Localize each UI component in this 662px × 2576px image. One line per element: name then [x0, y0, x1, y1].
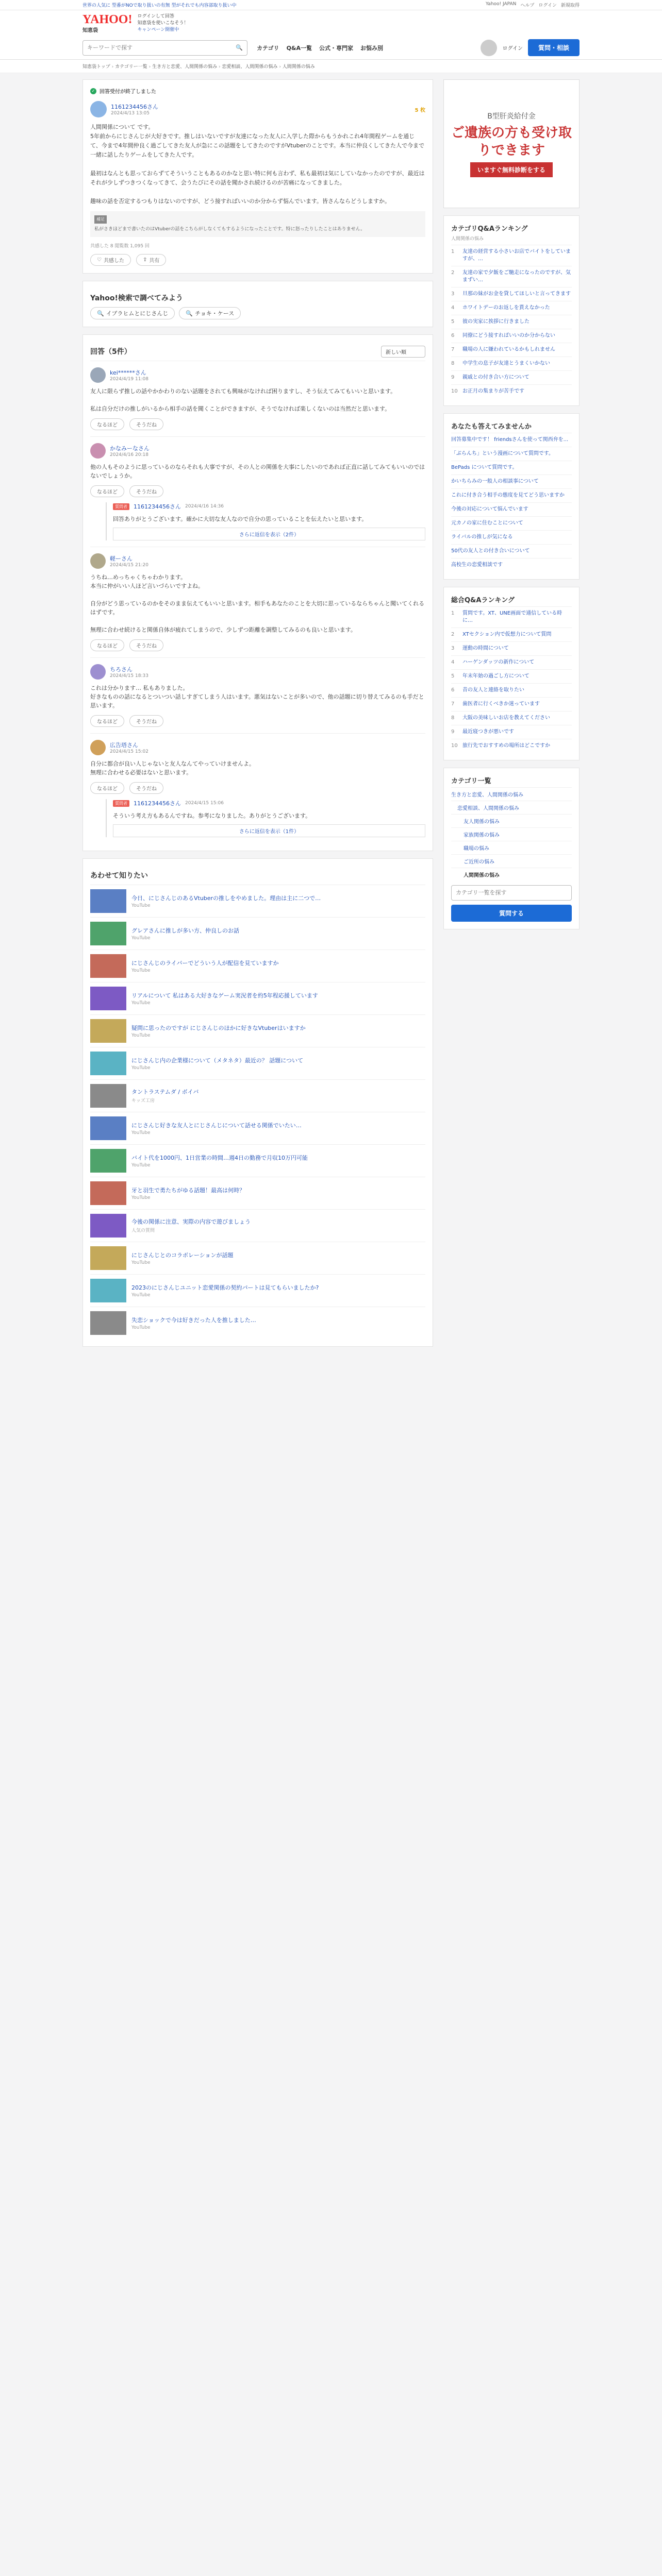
- answer-user-name[interactable]: かなみーなさん: [110, 445, 150, 452]
- questioner-badge: 質問者: [113, 503, 129, 510]
- reply-text: 回答ありがとうございます。確かに大切な友人なので自分の思っていることを伝えたいと思います。: [113, 516, 368, 522]
- helpful-button[interactable]: なるほど: [90, 782, 124, 794]
- recommend-title: バイト代を1000円、1日営業の時間…週4日の勤務で月収10万円可能: [131, 1154, 308, 1161]
- answer-user-name[interactable]: 軽ーさん: [110, 555, 133, 562]
- thumbnail: [90, 1149, 126, 1173]
- search-row: [0, 36, 662, 60]
- search-icon[interactable]: 🔍: [236, 44, 243, 51]
- answer-item: [90, 657, 425, 733]
- nav-official[interactable]: 公式・専門家: [319, 44, 354, 52]
- search-icon: 🔍: [186, 310, 193, 317]
- recommend-title: 失恋ショックで今は好きだった人を推しました…: [131, 1316, 256, 1324]
- supplement-tag: 補足: [94, 215, 107, 224]
- recommend-source: YouTube: [131, 1130, 151, 1136]
- recommend-item[interactable]: [90, 1112, 425, 1144]
- recommend-item[interactable]: [90, 1209, 425, 1242]
- breadcrumb-item[interactable]: › 生き方と恋愛、人間関係の悩み: [149, 64, 217, 70]
- nav-qa-list[interactable]: Q&A一覧: [286, 44, 312, 52]
- ranking-title: カテゴリQ&Aランキング: [451, 225, 528, 233]
- top-notice[interactable]: 世界の人気に 型番がNOで取り扱いの有無 型がそれでも内容部取り扱い中: [82, 3, 237, 8]
- thumbnail: [90, 1019, 126, 1043]
- category-ask-button[interactable]: 質問する: [451, 905, 572, 922]
- search-icon: 🔍: [97, 310, 104, 317]
- site-header: [0, 10, 662, 36]
- avatar[interactable]: [90, 740, 106, 755]
- category-ranking: [443, 215, 580, 406]
- more-replies-button[interactable]: さらに返信を表示（1件）: [113, 824, 425, 837]
- search-box[interactable]: [82, 40, 247, 56]
- breadcrumb-item[interactable]: › 人間関係の悩み: [279, 64, 315, 70]
- ranking-item[interactable]: 4 ホワイトデーのお返しを貰えなかった: [451, 301, 572, 315]
- ranking-item[interactable]: 3 旦那の妹がお金を貸してほしいと言ってきます: [451, 287, 572, 301]
- like-button[interactable]: ♡ 共感した: [90, 254, 131, 266]
- helpful-button[interactable]: なるほど: [90, 418, 124, 430]
- ranking-item[interactable]: 2 友達の家で夕飯をご馳走になったのですが、気まずい…: [451, 266, 572, 287]
- breadcrumb-item[interactable]: › 恋愛相談、人間関係の悩み: [219, 64, 277, 70]
- recommend-source: YouTube: [131, 1000, 151, 1006]
- ranking-item[interactable]: 7 職場の人に嫌われているかもしれません: [451, 343, 572, 357]
- main-nav: [257, 44, 383, 52]
- invite-item[interactable]: 50代の友人との付き合いについて: [451, 544, 572, 558]
- related-tag[interactable]: 🔍 イブラヒムとにじさんじ: [90, 307, 175, 319]
- answer-reply: [106, 502, 425, 540]
- recommend-source: YouTube: [131, 1195, 151, 1200]
- recommend-title: 今日、にじさんじのあるVtuberの推しをやめました。理由は主に二つで…: [131, 894, 321, 902]
- answer-text: うちね…めっちゃくちゃわかります。 本当に仲がいい人ほど言いづらいですよね。 自分がどう思っているのかをそのまま伝えてもいいと思います。相手もあなたのことを大切に思っているならちゃんと聞いてくれるはずです。 無理に合わせ続けると関係自体が疲れてしまうので、少しずつ距離を調整してみるのも良いと思います。: [90, 574, 425, 633]
- invite-item[interactable]: ライバルの推しが気になる: [451, 530, 572, 544]
- ask-question-button[interactable]: 質問・相談: [528, 39, 580, 56]
- ranking-item[interactable]: 1 友達の経営する小さいお店でバイトをしていますが、…: [451, 245, 572, 266]
- agree-button[interactable]: そうだね: [129, 418, 163, 430]
- answer-reply: [106, 799, 425, 837]
- category-item[interactable]: 人間関係の悩み: [451, 868, 572, 881]
- category-item[interactable]: 生き方と恋愛、人間関係の悩み: [451, 787, 572, 801]
- recommend-source: 人気の質問: [131, 1228, 155, 1233]
- thumbnail: [90, 987, 126, 1010]
- category-search[interactable]: [451, 885, 572, 901]
- thumbnail: [90, 1246, 126, 1270]
- ranking-item[interactable]: 9 最近寝つきが悪いです: [451, 725, 572, 739]
- top-link-yahoo[interactable]: Yahoo! JAPAN: [486, 2, 517, 7]
- recommend-title: 疑問に思ったのですが にじさんじのほかに好きなVtuberはいますか: [131, 1024, 306, 1031]
- invite-item[interactable]: 回答募集中です！ friendsさんを使って関西弁を...: [451, 433, 572, 447]
- site-logo[interactable]: YAHOO! 知恵袋: [82, 12, 133, 33]
- ranking-item[interactable]: 10 旅行先でおすすめの場所はどこですか: [451, 739, 572, 753]
- ad-headline: ご遺族の方も受け取りできます: [451, 125, 572, 158]
- question-card: [82, 79, 433, 274]
- recommend-source: YouTube: [131, 1162, 151, 1168]
- category-item[interactable]: 友人関係の悩み: [451, 814, 572, 827]
- recommend-title: にじさんじ内の企業様について（メタネタ）最近の？ 話題について: [131, 1057, 304, 1064]
- check-icon: ✓: [90, 88, 96, 94]
- ranking-item[interactable]: 6 同僚にどう接すればいいのか分からない: [451, 329, 572, 343]
- recommend-source: YouTube: [131, 968, 151, 973]
- overall-title: 総合Q&Aランキング: [451, 597, 515, 604]
- ad-heading: B型肝炎給付金: [487, 112, 536, 121]
- ranking-item[interactable]: 7 歯医者に行くべきか迷っています: [451, 697, 572, 711]
- recommend-source: YouTube: [131, 935, 151, 941]
- ad-banner[interactable]: [443, 79, 580, 208]
- question-date: 2024/4/13 13:05: [111, 111, 150, 116]
- recommend-source: YouTube: [131, 903, 151, 908]
- reply-user-name[interactable]: 1161234456さん: [134, 503, 181, 510]
- answer-date: 2024/4/15 21:20: [110, 563, 148, 568]
- reply-date: 2024/4/15 15:06: [185, 801, 224, 806]
- answer-item: [90, 733, 425, 843]
- ranking-item[interactable]: 5 彼の実家に挨拶に行きました: [451, 315, 572, 329]
- share-icon: ⇪: [142, 257, 147, 263]
- category-search-input[interactable]: [456, 890, 567, 896]
- recommend-title: 牙と羽生で勇たちがゆる話題！最高は何時？: [131, 1187, 245, 1194]
- thumbnail: [90, 1181, 126, 1205]
- recommend-item[interactable]: [90, 1079, 425, 1112]
- thumbnail: [90, 922, 126, 945]
- thumbnail: [90, 1311, 126, 1335]
- recommend-source: YouTube: [131, 1292, 151, 1298]
- avatar[interactable]: [90, 443, 106, 459]
- share-button[interactable]: ⇪ 共有: [136, 254, 166, 266]
- ranking-item[interactable]: 6 昔の友人と連絡を取りたい: [451, 683, 572, 697]
- answer-user-name[interactable]: kei******さん: [110, 369, 146, 376]
- agree-button[interactable]: そうだね: [129, 715, 163, 727]
- related-search: [82, 281, 433, 327]
- user-name[interactable]: ログイン: [502, 46, 523, 52]
- invite-item[interactable]: 今後の対応について悩んでいます: [451, 502, 572, 516]
- avatar[interactable]: [90, 664, 106, 680]
- recommend-item[interactable]: [90, 1242, 425, 1274]
- recommend-item[interactable]: [90, 950, 425, 982]
- recommend-title: あわせて知りたい: [90, 872, 148, 880]
- recommend-item[interactable]: [90, 1014, 425, 1047]
- related-title: Yahoo!検索で調べてみよう: [90, 294, 183, 302]
- user-avatar[interactable]: [481, 40, 497, 56]
- ranking-item[interactable]: 2 XTセクション内で仮想力について質問: [451, 628, 572, 641]
- agree-button[interactable]: そうだね: [129, 485, 163, 497]
- recommend-item[interactable]: [90, 1274, 425, 1307]
- invite-item[interactable]: これに付き合う相手の態度を見てどう思いますか: [451, 488, 572, 502]
- recommend-title: 今後の関係に注意、実際の内容で遊びましょう: [131, 1218, 251, 1225]
- header-links: ログインして回答 知恵袋を使いこなそう！ キャンペーン開催中: [137, 13, 189, 32]
- ad-cta-button[interactable]: いますぐ無料診断をする: [470, 162, 553, 177]
- nav-category[interactable]: カテゴリ: [257, 44, 279, 52]
- recommend-item[interactable]: [90, 1177, 425, 1209]
- question-body: 人間関係について です。 5年前からにじさんじが大好きです。推しはいないですが友達になった友人に入学した際からもうかれこれ4年間程ゲームを通じて、今まで4年間仲良く過ごしてきた友人が急にこの話題をしてきたのですがVtuberのことです。本当に仲良くしてきた人で今まで一緒に話したりゲームをしてきた人です。 最初はなんとも思っておらずてそういうこともあるのかなと思い特に何も言わず、私も最初は気にしていなかったのですが、最近はそれが少しずつきつくなってきて、会うたびにその話を聞かされ続けるのが苦痛になってきました。 趣味の話を否定するつもりはないのですが、どう接すればいいのか分からず悩んでいます。皆さんならどうしますか。: [90, 124, 425, 205]
- category-item[interactable]: 家族関係の悩み: [451, 827, 572, 841]
- question-supplement: 補足 私がさきほどまで書いたのはVtuberの話をこちらがしなくてもするようになったことです。特に怒ったりしたことはありません。: [90, 211, 425, 237]
- thumbnail: [90, 889, 126, 913]
- answer-text: これは分かります… 私もありました。 好きなものの話になるとついつい話しすぎてしまう人はいます。悪気はないことが多いので、他の話題に切り替えてみるのも手だと思います。: [90, 685, 424, 709]
- ranking-item[interactable]: 8 大阪の美味しいお店を教えてください: [451, 711, 572, 725]
- category-item[interactable]: 職場の悩み: [451, 841, 572, 854]
- recommend-item[interactable]: [90, 1047, 425, 1079]
- avatar[interactable]: [90, 101, 107, 117]
- invite-title: あなたも答えてみませんか: [451, 423, 532, 431]
- nav-worries[interactable]: お悩み別: [360, 44, 384, 52]
- recommend-item[interactable]: [90, 982, 425, 1014]
- answer-text: 友人に限らず推しの話やかかわりのない話題をされても興味がなければ困りますし、そう伝えてみてもいいと思います。 私は自分だけの推しがいるから相手の話を聞くことができますが、そうでなければ楽しくないのは当然だと思います。: [90, 388, 396, 412]
- category-title: カテゴリ一覧: [451, 777, 491, 785]
- answers-title: 回答（5件）: [90, 348, 131, 356]
- question-meta: 共感した 8 閲覧数 1,095 回: [90, 244, 150, 249]
- thumbnail: [90, 1052, 126, 1075]
- recommend-source: YouTube: [131, 1032, 151, 1038]
- coin-badge: 5 枚: [415, 107, 425, 113]
- sort-select[interactable]: 新しい順: [381, 346, 425, 358]
- breadcrumb: [0, 60, 662, 73]
- reply-user-name[interactable]: 1161234456さん: [134, 800, 181, 807]
- answer-date: 2024/4/15 18:33: [110, 673, 148, 679]
- more-replies-button[interactable]: さらに返信を表示（2件）: [113, 528, 425, 540]
- reply-text: そういう考え方もあるんですね。参考になりました。ありがとうございます。: [113, 812, 311, 819]
- helpful-button[interactable]: なるほど: [90, 485, 124, 497]
- recommend-source: YouTube: [131, 1260, 151, 1265]
- invite-item[interactable]: 元カノの家に住むことについて: [451, 516, 572, 530]
- recommend-title: グレアさんに推しが多い方、仲良しのお話: [131, 927, 239, 934]
- ranking-item[interactable]: 5 年末年始の過ごし方について: [451, 669, 572, 683]
- ranking-item[interactable]: 9 親戚との付き合い方について: [451, 370, 572, 384]
- invite-item[interactable]: 「ぶらんち」という漫画について質問です。: [451, 447, 572, 461]
- invite-item[interactable]: BePads について質問です。: [451, 461, 572, 474]
- heart-icon: ♡: [97, 257, 102, 263]
- agree-button[interactable]: そうだね: [129, 639, 163, 651]
- thumbnail: [90, 1214, 126, 1238]
- helpful-button[interactable]: なるほど: [90, 715, 124, 727]
- recommend-source: YouTube: [131, 1065, 151, 1071]
- answer-invite: [443, 413, 580, 580]
- recommend-item[interactable]: [90, 885, 425, 917]
- thumbnail: [90, 1084, 126, 1108]
- invite-item[interactable]: かいちらみの一般人の相談事について: [451, 474, 572, 488]
- answer-text: 自分に都合が良い人じゃないと友人なんてやっていけませんよ。 無理に合わせる必要はないと思います。: [90, 760, 255, 776]
- agree-button[interactable]: そうだね: [129, 782, 163, 794]
- answer-date: 2024/4/15 15:02: [110, 749, 148, 754]
- avatar[interactable]: [90, 553, 106, 569]
- answer-user-name[interactable]: 広告塔さん: [110, 742, 138, 749]
- thumbnail: [90, 1116, 126, 1140]
- recommend-title: にじさんじ好きな友人とにじさんじについて話せる関係でいたい…: [131, 1122, 302, 1129]
- top-strip: [0, 0, 662, 10]
- recommend-title: にじさんじとのコラボレーションが話題: [131, 1251, 234, 1259]
- recommend-title: タントラステムダ / ボイバ: [131, 1089, 199, 1095]
- recommend-title: 2023のにじさんじユニット恋愛関係の契約パートは見てもらいましたか?: [131, 1284, 319, 1291]
- answer-item: [90, 436, 425, 547]
- answer-user-name[interactable]: ちろさん: [110, 666, 133, 673]
- recommend-item[interactable]: [90, 1307, 425, 1339]
- category-item[interactable]: ご近所の悩み: [451, 854, 572, 868]
- thumbnail: [90, 954, 126, 978]
- answer-item: [90, 547, 425, 657]
- breadcrumb-item[interactable]: › カテゴリー一覧: [112, 64, 147, 70]
- helpful-button[interactable]: なるほど: [90, 639, 124, 651]
- recommend-source: YouTube: [131, 1325, 151, 1330]
- avatar[interactable]: [90, 367, 106, 383]
- answer-text: 他の人もそのように思っているのならそれも大事ですが、その人との関係を大事にしたいのであれば正直に話してみてもいいのではないでしょうか。: [90, 464, 425, 479]
- top-link-login[interactable]: ログイン: [538, 3, 557, 8]
- sidebar: [443, 79, 580, 1354]
- recommend-title: リアルについて 私はある大好きなゲーム実況者を約5年程応援しています: [131, 992, 318, 999]
- category-list: [443, 768, 580, 929]
- ranking-item[interactable]: 1 質問です。XT、UNE画面で通信している時に…: [451, 606, 572, 628]
- reply-date: 2024/4/16 14:36: [185, 504, 224, 509]
- recommend-source: キッズ工房: [131, 1098, 155, 1104]
- related-tag[interactable]: 🔍 チョキ・ケース: [179, 307, 241, 319]
- ranking-item[interactable]: 8 中学生の息子が友達とうまくいかない: [451, 357, 572, 370]
- overall-ranking: [443, 587, 580, 760]
- top-link-help[interactable]: ヘルプ: [520, 3, 535, 8]
- ranking-subtitle: 人間関係の悩み: [451, 236, 484, 242]
- question-author: [90, 101, 425, 117]
- invite-item[interactable]: 高校生の恋愛相談です: [451, 558, 572, 572]
- breadcrumb-item[interactable]: 知恵袋トップ: [82, 64, 110, 70]
- ranking-item[interactable]: 10 お正月の集まりが苦手です: [451, 384, 572, 398]
- ranking-item[interactable]: 3 運動の時間について: [451, 641, 572, 655]
- recommend-item[interactable]: [90, 1144, 425, 1177]
- recommend-item[interactable]: [90, 917, 425, 950]
- answer-item: [90, 361, 425, 436]
- answer-date: 2024/4/19 11:08: [110, 377, 148, 382]
- recommend-card: [82, 858, 433, 1347]
- search-input[interactable]: [87, 45, 236, 51]
- ranking-item[interactable]: 4 ハーゲンダッツの新作について: [451, 655, 572, 669]
- main-column: [82, 79, 433, 1354]
- top-link-signup[interactable]: 新規取得: [560, 3, 580, 8]
- resolved-status: ✓ 回答受付が終了しました: [90, 87, 425, 95]
- answer-date: 2024/4/16 20:18: [110, 452, 148, 457]
- recommend-title: にじさんじのライバーでどういう人が配信を見ていますか: [131, 959, 279, 967]
- category-item[interactable]: 恋愛相談、人間関係の悩み: [451, 801, 572, 814]
- answers-card: [82, 334, 433, 851]
- questioner-badge: 質問者: [113, 800, 129, 807]
- question-user-name[interactable]: 1161234456さん: [111, 104, 158, 110]
- thumbnail: [90, 1279, 126, 1302]
